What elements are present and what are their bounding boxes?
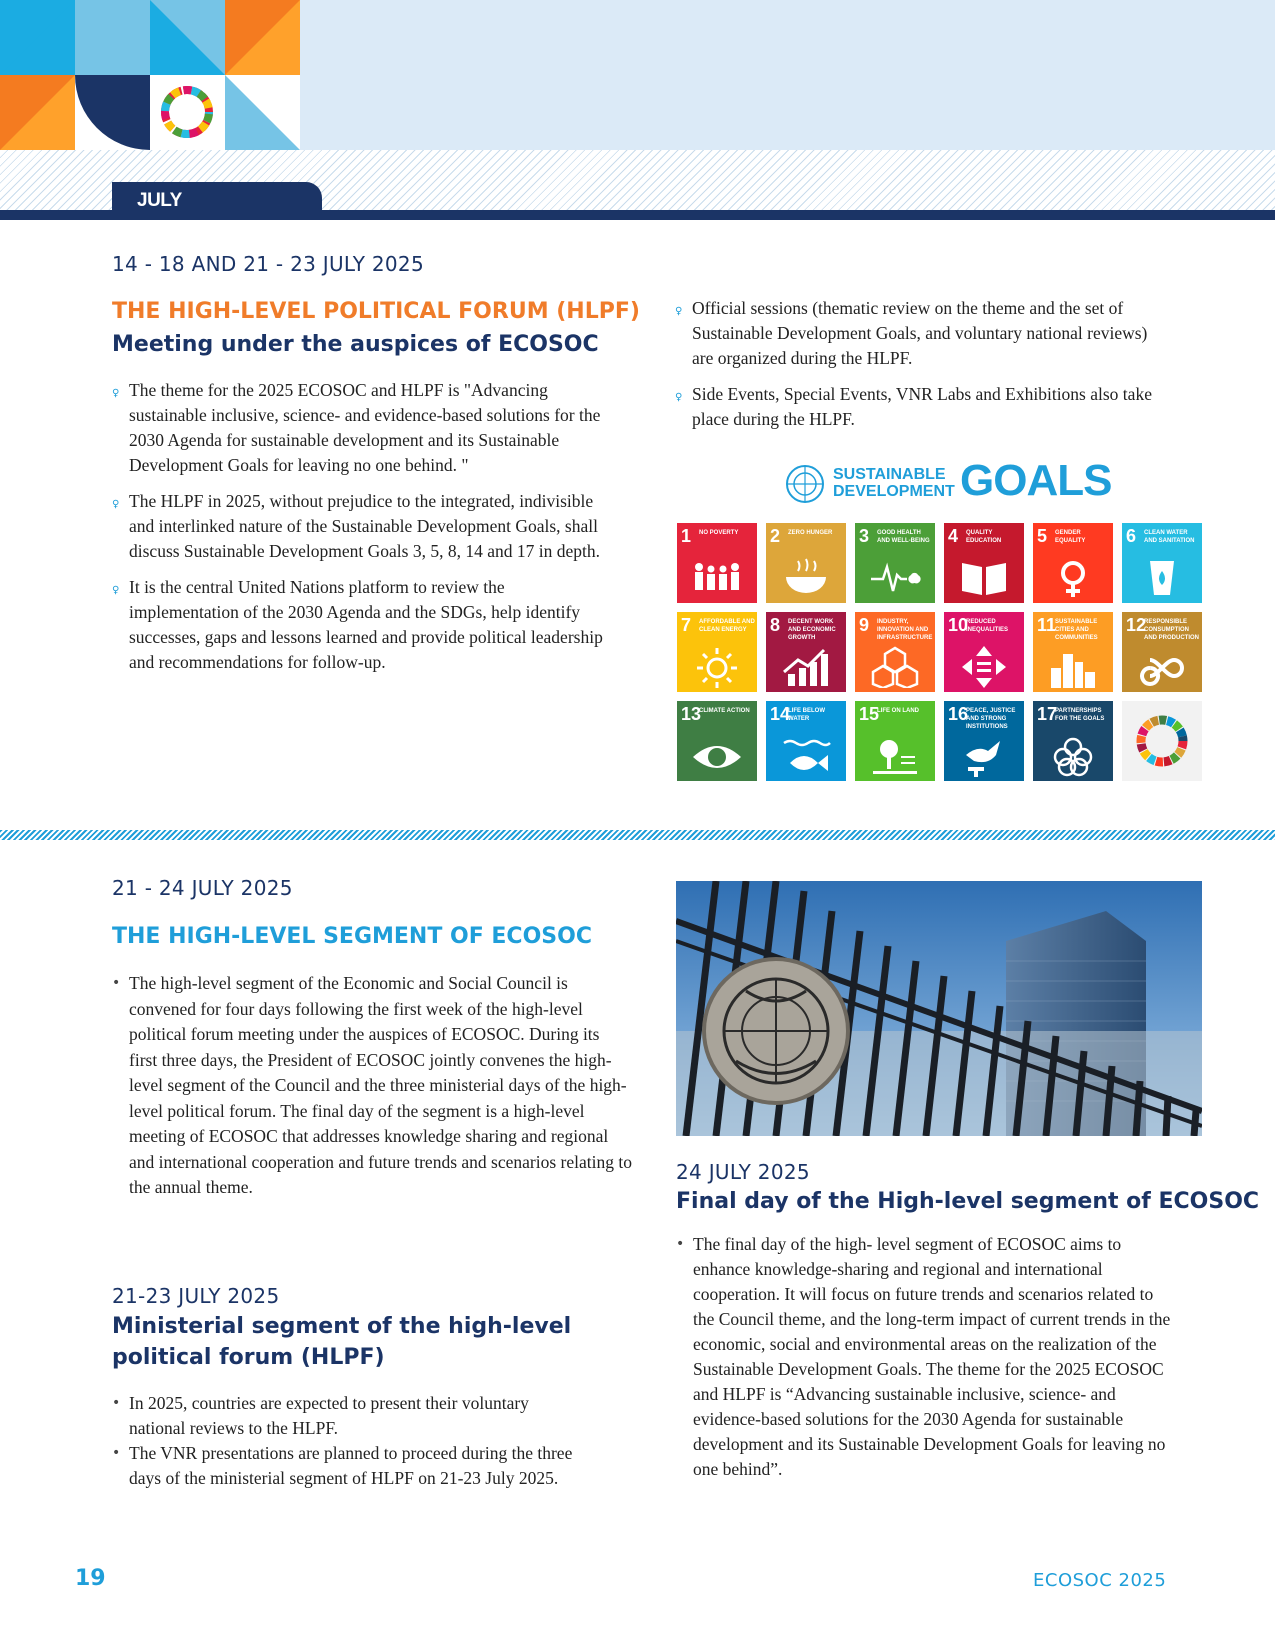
sdg-tile-10: 10 REDUCED INEQUALITIES — [944, 612, 1024, 692]
list-item: ♀ Side Events, Special Events, VNR Labs and Exhibitions also take place during the HLPF. — [675, 384, 1152, 429]
final-day-bullets — [676, 1232, 1176, 1482]
list-item: • In 2025, countries are expected to present their voluntary national reviews to the HLPF. — [112, 1393, 529, 1438]
sdg-tile-2: 2 ZERO HUNGER — [766, 523, 846, 603]
sdg-tile-12: 12 RESPONSIBLE CONSUMPTION AND PRODUCTION — [1122, 612, 1202, 692]
un-headquarters-photo — [676, 881, 1202, 1136]
hlpf-bullets-left — [112, 378, 612, 686]
bullet-dot: • — [112, 1445, 121, 1461]
bullet-icon: ♀ — [112, 585, 120, 596]
list-item: ♀ The theme for the 2025 ECOSOC and HLPF is "Advancing sustainable inclusive, science- and evidence-based solutions for the 2030 Agenda for sustainable development and its Sustainable Development Goals for leaving no one behind. " — [112, 380, 601, 475]
page-number: 19 — [75, 1566, 106, 1591]
bullet-icon: ♀ — [675, 392, 683, 403]
hlpf-title: THE HIGH-LEVEL POLITICAL FORUM (HLPF) — [112, 299, 640, 324]
hls-title: THE HIGH-LEVEL SEGMENT OF ECOSOC — [112, 924, 592, 949]
inequality-icon — [958, 644, 1010, 688]
list-item: ♀ Official sessions (thematic review on the theme and the set of Sustainable Development Goals, and voluntary national reviews) are organized during the HLPF. — [675, 298, 1148, 368]
bullet-dot: • — [112, 1395, 121, 1411]
list-item: ♀ It is the central United Nations platform to review the implementation of the 2030 Agenda and the SDGs, help identify successes, gaps and lessons learned and provide political leadership and recommendations for follow-up. — [112, 577, 603, 672]
cubes-icon — [869, 644, 921, 688]
footer-doc-title: ECOSOC 2025 — [1033, 1570, 1167, 1591]
sdg-tile-16: 16 PEACE, JUSTICE AND STRONG INSTITUTIONS — [944, 701, 1024, 781]
sdg-tile-grid — [677, 523, 1202, 781]
growth-chart-icon — [780, 644, 832, 688]
sdg-wheel-tile — [1122, 701, 1202, 781]
dove-gavel-icon — [958, 733, 1010, 777]
partnership-flower-icon — [1047, 733, 1099, 777]
bullet-dot: • — [676, 1236, 685, 1252]
bowl-icon — [780, 555, 832, 599]
sdg-logo-text: SUSTAINABLE DEVELOPMENT — [833, 466, 955, 500]
bullet-icon: ♀ — [112, 388, 120, 399]
hls-date: 21 - 24 JULY 2025 — [112, 876, 293, 900]
sdg-logo — [785, 456, 1112, 506]
fish-icon — [780, 733, 832, 777]
ministerial-date: 21-23 JULY 2025 — [112, 1284, 280, 1308]
sdg-tile-5: 5 GENDER EQUALITY — [1033, 523, 1113, 603]
sdg-logo-goals: GOALS — [960, 456, 1112, 505]
final-day-title: Final day of the High-level segment of ECOSOC — [676, 1189, 1260, 1214]
list-item: • The VNR presentations are planned to proceed during the three days of the ministerial segment of HLPF on 21-23 July 2025. — [112, 1443, 573, 1488]
list-item: • The high-level segment of the Economic and Social Council is convened for four days following the first week of the high-level political forum meeting under the auspices of ECOSOC. During its first three days, the President of ECOSOC jointly convenes the high-level segment of the Council and the three ministerial days of the high-level political forum. The final day of the segment is a high-level meeting of ECOSOC that addresses knowledge sharing and regional and international cooperation and future trends and scenarios relating to the annual theme. — [112, 973, 632, 1197]
sdg-tile-11: 11 SUSTAINABLE CITIES AND COMMUNITIES — [1033, 612, 1113, 692]
ministerial-bullets — [112, 1391, 582, 1491]
eye-globe-icon — [691, 733, 743, 777]
bullet-icon: ♀ — [675, 306, 683, 317]
gender-icon — [1047, 555, 1099, 599]
sdg-tile-6: 6 CLEAN WATER AND SANITATION — [1122, 523, 1202, 603]
sun-icon — [691, 644, 743, 688]
book-icon — [958, 555, 1010, 599]
sdg-tile-9: 9 INDUSTRY, INNOVATION AND INFRASTRUCTURE — [855, 612, 935, 692]
sdg-tile-8: 8 DECENT WORK AND ECONOMIC GROWTH — [766, 612, 846, 692]
tree-icon — [869, 733, 921, 777]
water-drop-icon — [1136, 555, 1188, 599]
hlpf-date: 14 - 18 AND 21 - 23 JULY 2025 — [112, 252, 424, 276]
header-tile-graphic — [0, 0, 300, 150]
section-divider — [0, 830, 1275, 840]
infinity-icon — [1136, 644, 1188, 688]
hlpf-bullets-right — [675, 296, 1155, 443]
sdg-tile-4: 4 QUALITY EDUCATION — [944, 523, 1024, 603]
ministerial-title: Ministerial segment of the high-level political forum (HLPF) — [112, 1314, 572, 1370]
hlpf-subtitle: Meeting under the auspices of ECOSOC — [112, 332, 599, 357]
bullet-dot: • — [112, 975, 121, 991]
final-day-date: 24 JULY 2025 — [676, 1160, 810, 1184]
sdg-wheel-icon — [1134, 713, 1190, 769]
month-tab: JULY — [112, 182, 322, 220]
sdg-tile-7: 7 AFFORDABLE AND CLEAN ENERGY — [677, 612, 757, 692]
sdg-tile-14: 14 LIFE BELOW WATER — [766, 701, 846, 781]
sdg-tile-17: 17 PARTNERSHIPS FOR THE GOALS — [1033, 701, 1113, 781]
bullet-icon: ♀ — [112, 499, 120, 510]
un-emblem-icon — [785, 464, 825, 504]
sdg-tile-1: 1 NO POVERTY — [677, 523, 757, 603]
sdg-tile-15: 15 LIFE ON LAND — [855, 701, 935, 781]
people-icon — [691, 555, 743, 599]
sdg-tile-3: 3 GOOD HEALTH AND WELL-BEING — [855, 523, 935, 603]
city-icon — [1047, 644, 1099, 688]
sdg-tile-13: 13 CLIMATE ACTION — [677, 701, 757, 781]
heartbeat-icon — [869, 555, 921, 599]
hls-bullets — [112, 971, 632, 1201]
list-item: ♀ The HLPF in 2025, without prejudice to the integrated, indivisible and interlinked nature of the Sustainable Development Goals, shall discuss Sustainable Development Goals 3, 5, 8, 14 and 17 in depth. — [112, 491, 600, 561]
list-item: • The final day of the high- level segment of ECOSOC aims to enhance knowledge-sharing and regional and international cooperation. It will focus on future trends and scenarios related to the Council theme, and the long-term impact of current trends in the economic, social and environmental areas on the realization of the Sustainable Development Goals. The theme for the 2025 ECOSOC and HLPF is “Advancing sustainable inclusive, science- and evidence-based solutions for the 2030 Agenda for sustainable development and its Sustainable Development Goals for leaving no one behind”. — [676, 1234, 1171, 1479]
